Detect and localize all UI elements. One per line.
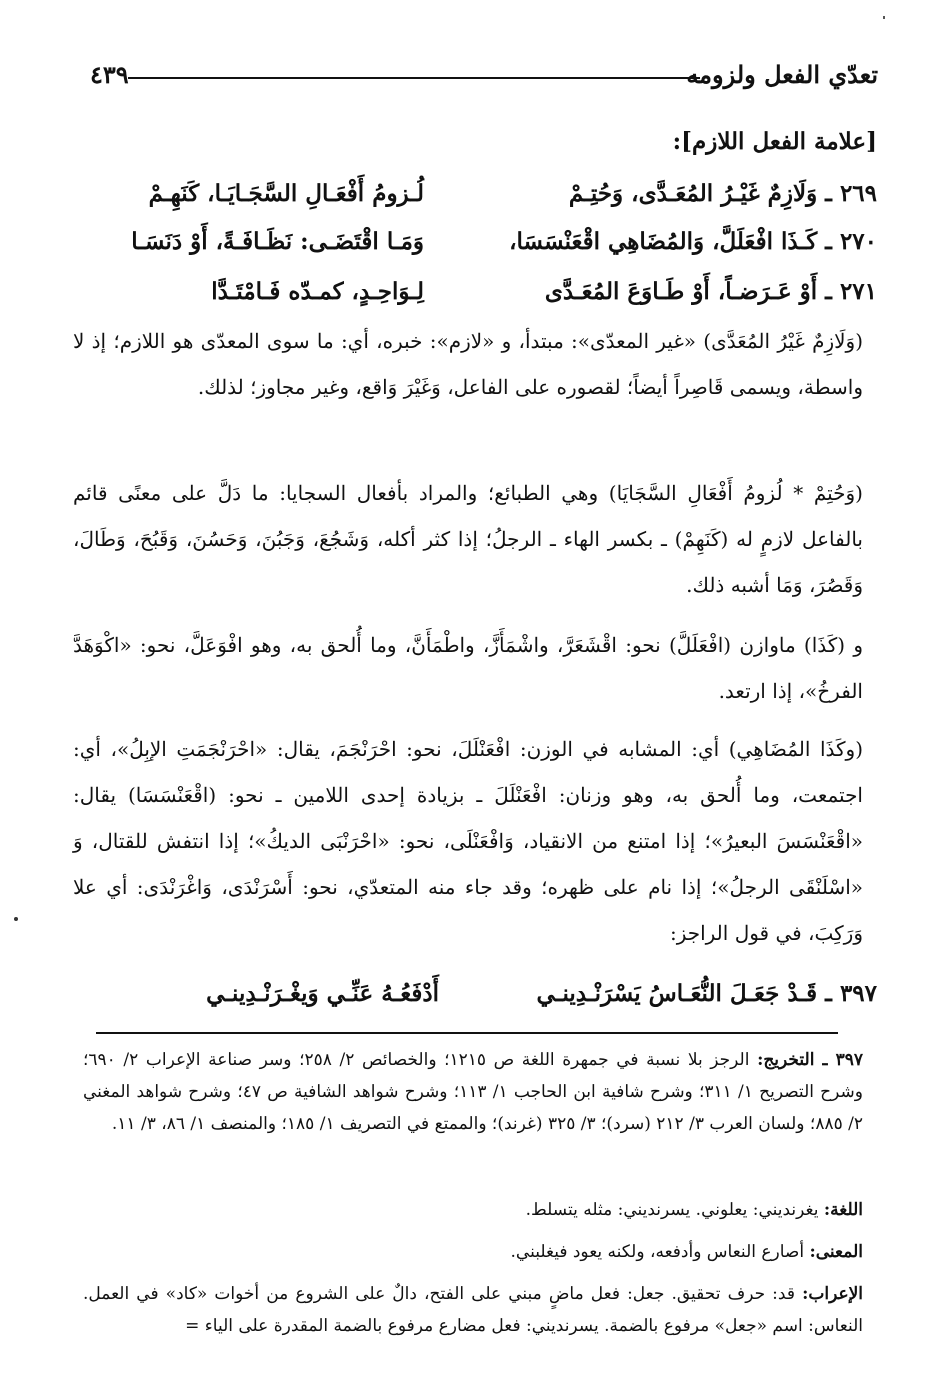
header-rule xyxy=(128,77,700,79)
corner-speck xyxy=(883,16,885,19)
footnote-label: الإعراب: xyxy=(802,1284,864,1304)
footnote-takhrij xyxy=(83,1044,863,1140)
commentary-paragraph: (وكَذَا المُضَاهِي) أي: المشابه في الوزن: افْعَنْلَلَ، نحو: احْرَنْجَمَ، يقال: «احْرَنْجَمَتِ الإبِلُ»، أي: اجتمعت، وما أُلحق به، وهو وزنان: افْعَنْلَلَ ـ بزيادة إحدى اللامين ـ نحو: (اقْعَنْسَسَا) يقال: «اقْعَنْسَسَ البعيرُ»؛ إذا امتنع من الانقياد، وَافْعَنْلَى، نحو: «احْرَنْبَى الديكُ»؛ إذا انتفش للقتال، وَ «اسْلَنْقَى الرجلُ»؛ إذا نام على ظهره؛ وقد جاء منه المتعدّي، نحو: أَسْرَنْدَى، وَاغْرَنْدَى: أي علا وَرَكِبَ، في قول الراجز: xyxy=(73,737,863,945)
verse-second-hemistich: أَدْفَعُـهُ عَنِّـي وَيغْـرَنْـدِينـي xyxy=(206,980,439,1007)
quoted-verse xyxy=(69,980,877,1024)
verse-first-hemistich: ٢٧٠ ـ كَـذَا افْعَلَلَّ، وَالمُضَاهِي اقْعَنْسَسَا، xyxy=(509,228,877,255)
verse-line xyxy=(69,180,877,224)
verse-first-hemistich: ٣٩٧ ـ قَـدْ جَعَـلَ النُّعَـاسُ يَسْرَنْـدِينـي xyxy=(536,980,877,1007)
footnote-text: أصارع النعاس وأدفعه، ولكنه يعود فيغلبني. xyxy=(510,1242,805,1262)
footnote-label: المعنى: xyxy=(809,1242,863,1262)
running-title: تعدّي الفعل ولزومه xyxy=(686,60,878,89)
footnote-irab xyxy=(83,1278,863,1342)
verse-second-hemistich: لُـزومُ أَفْعَـالِ السَّجَـايَـا، كَنَهِـمْ xyxy=(148,180,424,207)
verse-line xyxy=(69,278,877,322)
verse-line xyxy=(69,228,877,272)
commentary-paragraph: (وَلَازِمٌ غَيْرُ المُعَدَّى) «غير المعدّى»: مبتدأ، و «لازم»: خبره، أي: ما سوى المعدّى هو اللازم؛ إذ لا واسطة، ويسمى قَاصِراً أيضاً؛ لقصوره على الفاعل، وَغَيْرَ وَاقع، وغير مجاوز؛ لذلك. xyxy=(73,329,863,399)
margin-dot xyxy=(14,917,18,921)
verse-second-hemistich: وَمَـا اقْتَضَـى: نَظَـافَـةً، أَوْ دَنَسَـا xyxy=(131,228,424,255)
verse-first-hemistich: ٢٦٩ ـ وَلَازِمٌ غَيْـرُ المُعَـدَّى، وَحُتِـمْ xyxy=(568,180,877,207)
commentary-paragraph: و (كَذَا) ماوازن (افْعَلَلَّ) نحو: اقْشَعَرَّ، واشْمَأَزَّ، واطْمَأَنَّ، وما أُلحق به، وهو افْوَعَلَّ، نحو: «اكْوَهَدَّ الفرخُ»، إذا ارتعد. xyxy=(73,633,863,703)
footnote-lugha xyxy=(83,1194,863,1226)
footnote-label: ٣٩٧ ـ التخريج: xyxy=(757,1050,864,1070)
page-number: ٤٣٩ xyxy=(90,60,129,89)
commentary-paragraph: (وَحُتِمْ * لُزومُ أَفْعَالِ السَّجَايَا) وهي الطبائع؛ والمراد بأفعال السجايا: ما دَلَّ على معنًى قائم بالفاعل لازمٍ له (كَنَهِمْ) ـ بكسر الهاء ـ الرجلُ؛ إذا كثر أكله، وَشَجُعَ، وَجَبُنَ، وَحَسُنَ، وَقَبُحَ، وَطَالَ، وَقَصُرَ، وَمَا أشبه ذلك. xyxy=(73,481,863,597)
footnote-text: يغرنديني: يعلوني. يسرنديني: مثله يتسلط. xyxy=(525,1200,819,1220)
verse-second-hemistich: لِـوَاحِـدٍ، كمـدّه فَـامْتَـدَّا xyxy=(211,278,424,305)
page-header xyxy=(90,60,878,100)
footnote-text: قد: حرف تحقيق. جعل: فعل ماضٍ مبني على الفتح، دالٌ على الشروع من أخوات «كاد» في العمل. النعاس: اسم «جعل» مرفوع بالضمة. يسرنديني: فعل مضارع مرفوع بالضمة المقدرة على الياء = xyxy=(83,1284,863,1336)
verse-first-hemistich: ٢٧١ ـ أَوْ عَـرَضـاً، أَوْ طَـاوَعَ المُعَـدَّى xyxy=(544,278,877,305)
footnote-separator xyxy=(96,1032,838,1034)
footnote-label: اللغة: xyxy=(823,1200,863,1220)
footnote-text: الرجز بلا نسبة في جمهرة اللغة ص ١٢١٥؛ والخصائص ٢/ ٢٥٨؛ وسر صناعة الإعراب ٢/ ٦٩٠؛ وشرح التصريح ١/ ٣١١؛ وشرح شافية ابن الحاجب ١/ ١١٣؛ وشرح شواهد الشافية ص ٤٧؛ وشرح شواهد المغني ٢/ ٨٨٥؛ ولسان العرب ٣/ ٢١٢ (سرد)؛ ٣/ ٣٢٥ (غرند)؛ والممتع في التصريف ١/ ١٨٥؛ والمنصف ١/ ٨٦، ٣/ ١١. xyxy=(83,1050,863,1134)
section-heading: [علامة الفعل اللازم]: xyxy=(672,128,877,155)
footnote-mana xyxy=(83,1236,863,1268)
